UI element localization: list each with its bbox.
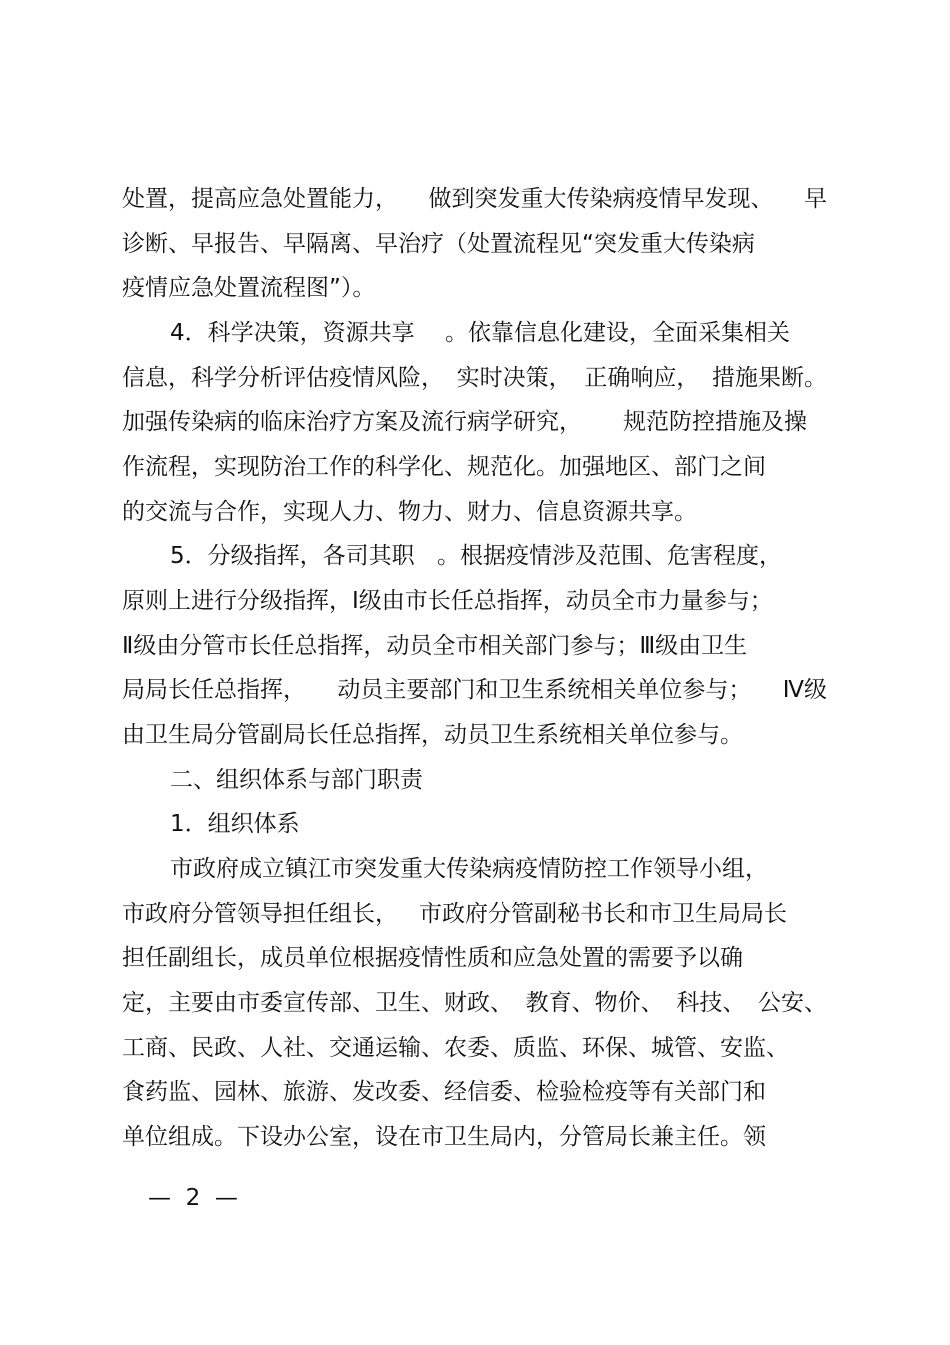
text-line xyxy=(122,586,772,616)
text-segment: 定，主要由市委宣传部、卫生、财政、 xyxy=(122,990,513,1016)
text-segment: 做到突发重大传染病疫情早发现、 xyxy=(428,186,774,212)
text-segment: 食药监、园林、旅游、发改委、经信委、检验检疫等有关部门和 xyxy=(122,1079,766,1105)
text-segment: 实时决策， xyxy=(456,365,572,391)
text-segment: 早 xyxy=(804,186,827,212)
text-segment: 由卫生局分管副局长任总指挥，动员卫生系统相关单位参与。 xyxy=(122,722,743,748)
text-segment: 担任副组长，成员单位根据疫情性质和应急处置的需要予以确 xyxy=(122,945,743,971)
text-line xyxy=(122,363,827,393)
text-segment: 市政府分管领导担任组长， xyxy=(122,901,398,927)
text-segment: 二、组织体系与部门职责 xyxy=(170,767,423,793)
text-line xyxy=(122,184,827,214)
text-segment: 5．分级指挥，各司其职 xyxy=(170,543,415,569)
text-segment: 教育、物价、 xyxy=(525,990,664,1016)
section-heading xyxy=(170,765,827,795)
text-segment: 。根据疫情涉及范围、危害程度， xyxy=(437,543,782,569)
text-segment: 局局长任总指挥， xyxy=(122,677,306,703)
text-line xyxy=(122,1033,827,1063)
text-line xyxy=(122,675,827,705)
text-segment: 1．组织体系 xyxy=(170,811,300,837)
page-number: — 2 — xyxy=(148,1185,238,1211)
text-segment: 规范防控措施及操 xyxy=(623,409,807,435)
text-segment: 信息，科学分析评估疫情风险， xyxy=(122,365,444,391)
text-segment: 诊断、早报告、早隔离、早治疗（处置流程见“突发重大传染病 xyxy=(122,231,755,257)
text-segment: 措施果断。 xyxy=(711,365,827,391)
text-segment: 公安、 xyxy=(757,990,827,1016)
text-segment: 。依靠信息化建设，全面采集相关 xyxy=(445,320,790,346)
text-segment: 市政府分管副秘书长和市卫生局局长 xyxy=(419,901,787,927)
text-segment: 作流程，实现防治工作的科学化、规范化。加强地区、部门之间 xyxy=(122,454,766,480)
text-line xyxy=(122,943,827,973)
text-line xyxy=(122,1077,827,1107)
text-line xyxy=(122,1122,827,1152)
text-line xyxy=(122,452,827,482)
subsection-heading xyxy=(170,809,827,839)
text-line xyxy=(122,407,807,437)
text-line xyxy=(170,541,782,571)
text-line xyxy=(122,899,787,929)
text-segment: 动员主要部门和卫生系统相关单位参与； xyxy=(337,677,752,703)
text-segment: 加强传染病的临床治疗方案及流行病学研究， xyxy=(122,409,582,435)
text-segment: 科技、 xyxy=(676,990,746,1016)
text-segment: 单位组成。下设办公室，设在市卫生局内，分管局长兼主任。领 xyxy=(122,1124,766,1150)
text-segment: 4．科学决策，资源共享 xyxy=(170,320,415,346)
text-segment: 处置，提高应急处置能力， xyxy=(122,186,398,212)
text-segment: Ⅳ级 xyxy=(782,677,827,703)
text-segment: 原则上进行分级指挥， xyxy=(122,588,352,614)
text-line xyxy=(122,988,827,1018)
text-line xyxy=(122,720,827,750)
text-line xyxy=(170,318,790,348)
text-segment: 的交流与合作，实现人力、物力、财力、信息资源共享。 xyxy=(122,499,697,525)
text-line xyxy=(122,631,827,661)
text-segment: 工商、民政、人社、交通运输、农委、质监、环保、城管、安监、 xyxy=(122,1035,789,1061)
text-line xyxy=(122,273,827,303)
text-segment: Ⅱ级由分管市长任总指挥，动员全市相关部门参与；Ⅲ级由卫生 xyxy=(122,633,748,659)
text-segment: 疫情应急处置流程图”）。 xyxy=(122,275,376,301)
text-segment: Ⅰ级由市长任总指挥，动员全市力量参与； xyxy=(352,588,773,614)
text-segment: 市政府成立镇江市突发重大传染病疫情防控工作领导小组， xyxy=(170,856,768,882)
text-line xyxy=(170,854,827,884)
text-line xyxy=(122,229,827,259)
text-segment: 正确响应， xyxy=(584,365,700,391)
text-line xyxy=(122,497,827,527)
